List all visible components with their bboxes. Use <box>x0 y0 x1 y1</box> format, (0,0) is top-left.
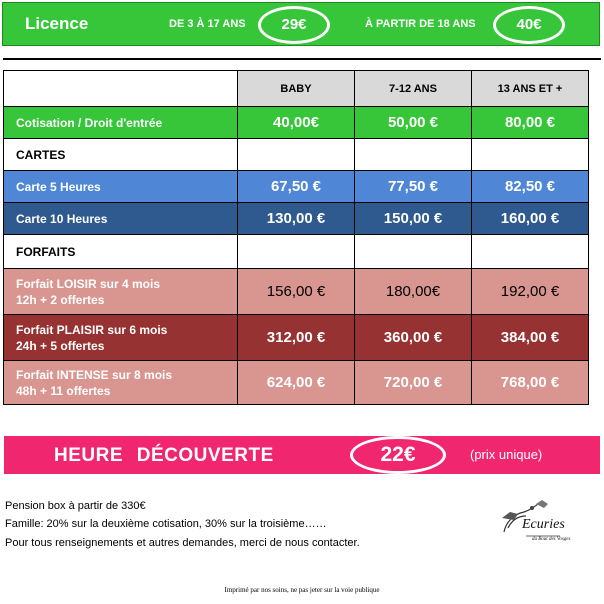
plaisir-13-plus: 384,00 € <box>472 315 589 361</box>
header-7-12: 7-12 ANS <box>355 71 472 107</box>
loisir-line1: Forfait LOISIR sur 4 mois <box>16 276 161 291</box>
loisir-13-plus: 192,00 € <box>472 269 589 315</box>
intense-line2: 48h + 11 offertes <box>16 383 111 398</box>
cartes-title: CARTES <box>4 139 238 171</box>
logo-name: Ecuries <box>522 517 565 532</box>
cotisation-13-plus: 80,00 € <box>472 107 589 139</box>
logo-subtitle: du Bout des Vosges <box>532 537 571 542</box>
heure-decouverte-banner <box>4 436 600 474</box>
header-13-plus: 13 ANS ET + <box>472 71 589 107</box>
ecuries-logo <box>496 498 576 546</box>
loisir-line2: 12h + 2 offertes <box>16 292 105 307</box>
plaisir-line2: 24h + 5 offertes <box>16 338 105 353</box>
plaisir-line1: Forfait PLAISIR sur 6 mois <box>16 322 168 337</box>
table-header-row <box>4 71 589 107</box>
licence-age2-price: 40€ <box>493 6 565 44</box>
licence-age1-price: 29€ <box>258 6 330 44</box>
table-row <box>4 315 589 361</box>
cotisation-label: Cotisation / Droit d'entrée <box>4 107 238 139</box>
loisir-label <box>4 269 238 315</box>
intense-label <box>4 361 238 405</box>
carte10-7-12: 150,00 € <box>355 203 472 235</box>
intense-baby: 624,00 € <box>238 361 355 405</box>
horse-logo-icon <box>496 498 576 546</box>
heure-note: (prix unique) <box>470 447 543 462</box>
carte5-13-plus: 82,50 € <box>472 171 589 203</box>
licence-banner <box>2 2 600 46</box>
plaisir-baby: 312,00 € <box>238 315 355 361</box>
cotisation-7-12: 50,00 € <box>355 107 472 139</box>
plaisir-label <box>4 315 238 361</box>
info-contact: Pour tous renseignements et autres demandes, merci de nous contacter. <box>5 537 360 549</box>
carte10-label: Carte 10 Heures <box>4 203 238 235</box>
section-row <box>4 139 589 171</box>
loisir-7-12: 180,00€ <box>355 269 472 315</box>
info-famille: Famille: 20% sur la deuxième cotisation, 30% sur la troisième…… <box>5 518 327 530</box>
table-row <box>4 107 589 139</box>
cotisation-baby: 40,00€ <box>238 107 355 139</box>
intense-line1: Forfait INTENSE sur 8 mois <box>16 367 173 382</box>
carte5-7-12: 77,50 € <box>355 171 472 203</box>
footer-note: Imprimé par nos soins, ne pas jeter sur la voie publique <box>224 586 380 594</box>
heure-price: 22€ <box>350 436 446 474</box>
intense-13-plus: 768,00 € <box>472 361 589 405</box>
price-table <box>3 70 589 405</box>
intense-7-12: 720,00 € <box>355 361 472 405</box>
table-row <box>4 269 589 315</box>
carte5-baby: 67,50 € <box>238 171 355 203</box>
plaisir-7-12: 360,00 € <box>355 315 472 361</box>
table-row <box>4 361 589 405</box>
heure-title: HEURE DÉCOUVERTE <box>54 445 274 466</box>
forfaits-title: FORFAITS <box>4 235 238 269</box>
licence-age1-label: DE 3 À 17 ANS <box>169 18 246 30</box>
carte10-baby: 130,00 € <box>238 203 355 235</box>
carte10-13-plus: 160,00 € <box>472 203 589 235</box>
header-baby: BABY <box>238 71 355 107</box>
loisir-baby: 156,00 € <box>238 269 355 315</box>
licence-age2-label: À PARTIR DE 18 ANS <box>365 18 476 30</box>
carte5-label: Carte 5 Heures <box>4 171 238 203</box>
info-pension: Pension box à partir de 330€ <box>5 500 146 512</box>
table-row <box>4 203 589 235</box>
licence-title: Licence <box>25 14 89 33</box>
divider <box>3 58 601 60</box>
table-row <box>4 171 589 203</box>
section-row <box>4 235 589 269</box>
